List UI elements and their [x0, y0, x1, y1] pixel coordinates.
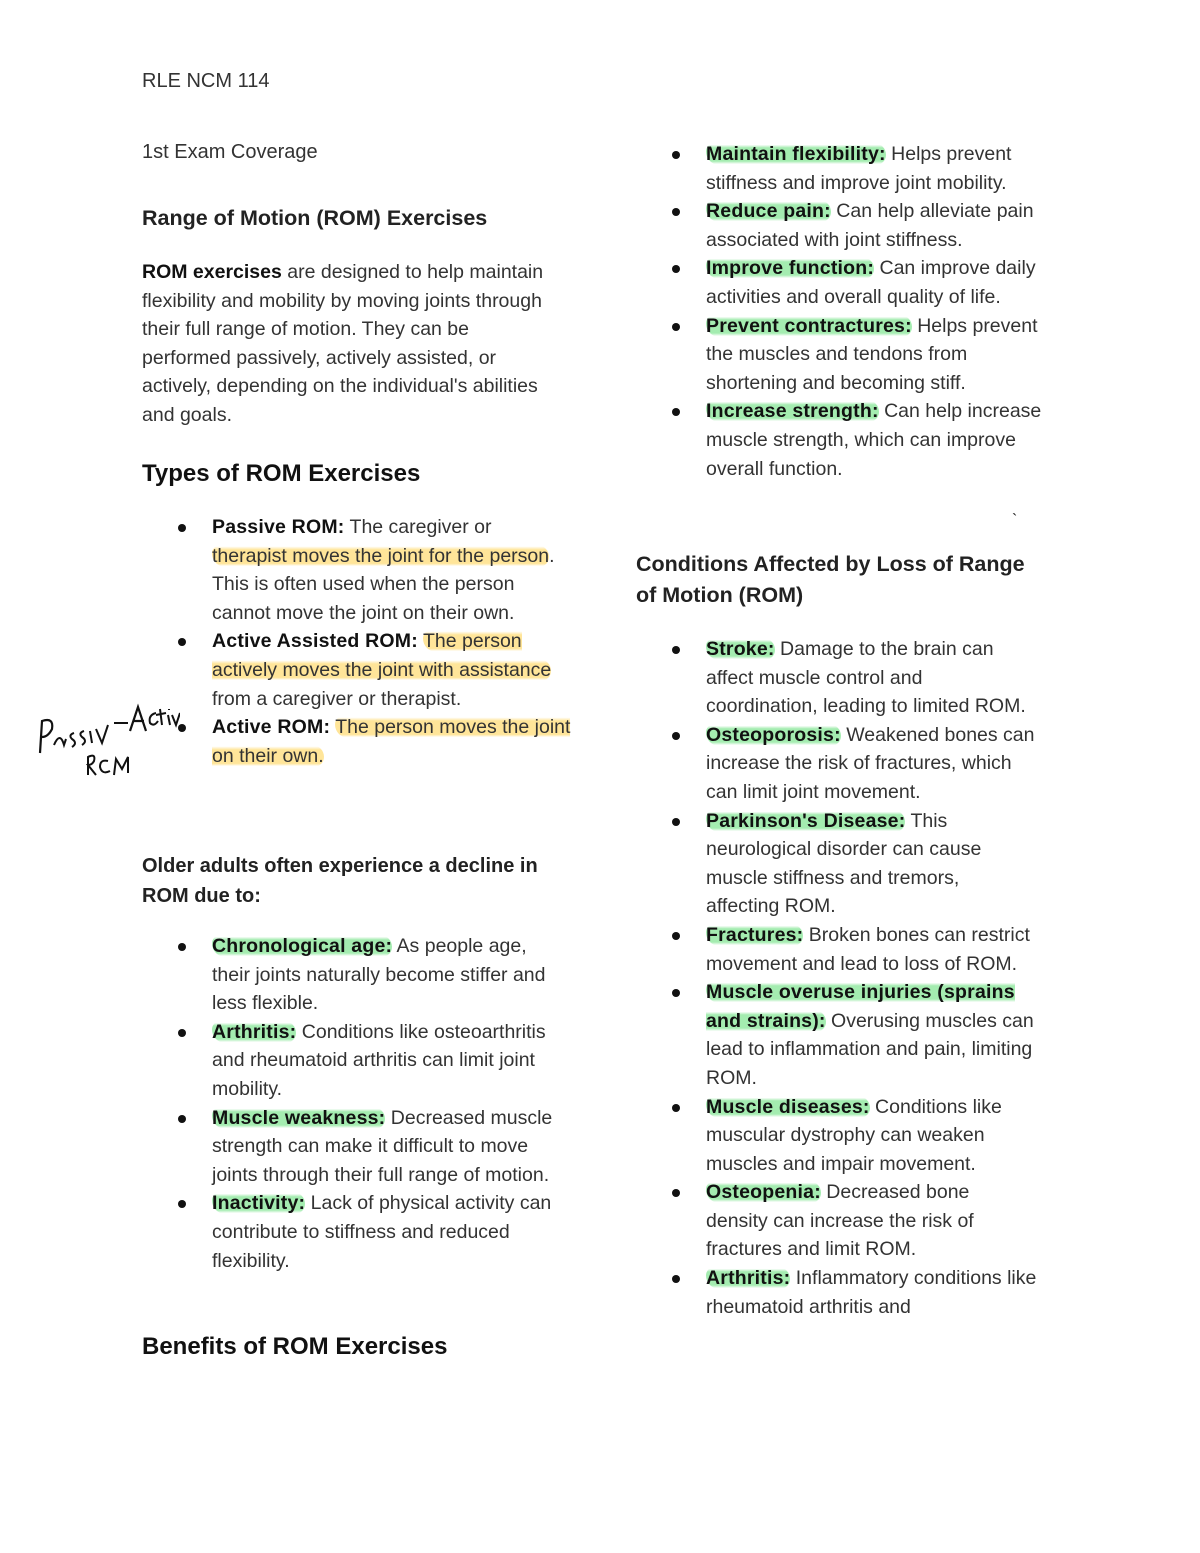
- bullet-icon: [672, 646, 680, 654]
- list-item: Reduce pain: Can help alleviate pain associated with joint stiffness.: [636, 197, 1051, 254]
- list-item: Chronological age: As people age, their joints naturally become stiffer and less flexible.: [142, 932, 557, 1018]
- bullet-icon: [672, 1104, 680, 1112]
- bullet-icon: [672, 1275, 680, 1283]
- older-adults-heading: Older adults often experience a decline in ROM due to:: [142, 855, 538, 907]
- list-item: Increase strength: Can help increase muscle strength, which can improve overall function.: [636, 397, 1066, 483]
- bullet-icon: [672, 151, 680, 159]
- bullet-icon: [672, 208, 680, 216]
- bullet-icon: [672, 732, 680, 740]
- bullet-icon: [672, 818, 680, 826]
- list-item: Muscle weakness: Decreased muscle strength can make it difficult to move joints through their full range of motion.: [142, 1104, 557, 1190]
- conditions-list: [636, 635, 1076, 1321]
- list-item: Parkinson's Disease: This neurological disorder can cause muscle stiffness and tremors, affecting ROM.: [636, 807, 1026, 921]
- list-item: Muscle overuse injuries (sprains and strains): Overusing muscles can lead to inflammation and pain, limiting ROM.: [636, 978, 1051, 1092]
- bullet-icon: [672, 989, 680, 997]
- list-item: Improve function: Can improve daily activities and overall quality of life.: [636, 254, 1051, 311]
- list-item: Arthritis: Inflammatory conditions like rheumatoid arthritis and: [636, 1264, 1051, 1321]
- rom-intro-text: are designed to help maintain flexibility and mobility by moving joints through their full range of motion. They can be performed passively, actively assisted, or actively, depending on the individual's abilities and goals.: [142, 261, 544, 426]
- older-adults-list: [142, 932, 582, 1275]
- benefits-heading: Benefits of ROM Exercises: [142, 1333, 448, 1360]
- bullet-icon: [672, 265, 680, 273]
- bullet-icon: [672, 1189, 680, 1197]
- types-heading: Types of ROM Exercises: [142, 460, 421, 487]
- list-item: Active ROM: The person moves the joint on their own.: [142, 713, 572, 770]
- exam-coverage-label: 1st Exam Coverage: [142, 141, 318, 163]
- bullet-icon: [178, 1115, 186, 1123]
- list-item: Stroke: Damage to the brain can affect muscle control and coordination, leading to limited ROM.: [636, 635, 1036, 721]
- list-item: Arthritis: Conditions like osteoarthritis and rheumatoid arthritis can limit joint mobility.: [142, 1018, 557, 1104]
- list-item: Osteopenia: Decreased bone density can increase the risk of fractures and limit ROM.: [636, 1178, 1036, 1264]
- bullet-icon: [672, 932, 680, 940]
- benefits-list: [636, 140, 1076, 483]
- annotation-text: Passive -Active ROM: [30, 695, 40, 696]
- rom-heading: Range of Motion (ROM) Exercises: [142, 206, 488, 230]
- rom-intro-term: ROM exercises: [142, 261, 282, 283]
- list-item: Muscle diseases: Conditions like muscular dystrophy can weaken muscles and impair movement.: [636, 1093, 1051, 1179]
- conditions-heading: Conditions Affected by Loss of Range of Motion (ROM): [636, 552, 1025, 607]
- yellow-highlight: The person actively moves the joint with assistance: [212, 630, 552, 681]
- list-item: Inactivity: Lack of physical activity can contribute to stiffness and reduced flexibility.: [142, 1189, 557, 1275]
- list-item: Osteoporosis: Weakened bones can increase the risk of fractures, which can limit joint movement.: [636, 721, 1046, 807]
- list-item: Active Assisted ROM: The person actively moves the joint with assistance from a caregiver or therapist.: [142, 627, 557, 713]
- bullet-icon: [672, 408, 680, 416]
- page-header: RLE NCM 114: [142, 70, 270, 92]
- bullet-icon: [672, 323, 680, 331]
- stray-mark: `: [1012, 512, 1018, 529]
- list-item: Fractures: Broken bones can restrict movement and lead to loss of ROM.: [636, 921, 1066, 978]
- bullet-icon: [178, 638, 186, 646]
- bullet-icon: [178, 943, 186, 951]
- bullet-icon: [178, 1029, 186, 1037]
- types-list: [142, 513, 582, 770]
- yellow-highlight: The person moves the joint on their own.: [212, 716, 571, 767]
- list-item: Passive ROM: The caregiver or therapist moves the joint for the person. This is often used when the person cannot move the joint on their own.: [142, 513, 557, 627]
- bullet-icon: [178, 524, 186, 532]
- list-item: Maintain flexibility: Helps prevent stiffness and improve joint mobility.: [636, 140, 1051, 197]
- bullet-icon: [178, 1200, 186, 1208]
- handwritten-annotation: [30, 695, 180, 785]
- list-item: Prevent contractures: Helps prevent the muscles and tendons from shortening and becoming stiff.: [636, 312, 1051, 398]
- yellow-highlight: therapist moves the joint for the person: [212, 544, 550, 567]
- rom-intro: [142, 258, 557, 429]
